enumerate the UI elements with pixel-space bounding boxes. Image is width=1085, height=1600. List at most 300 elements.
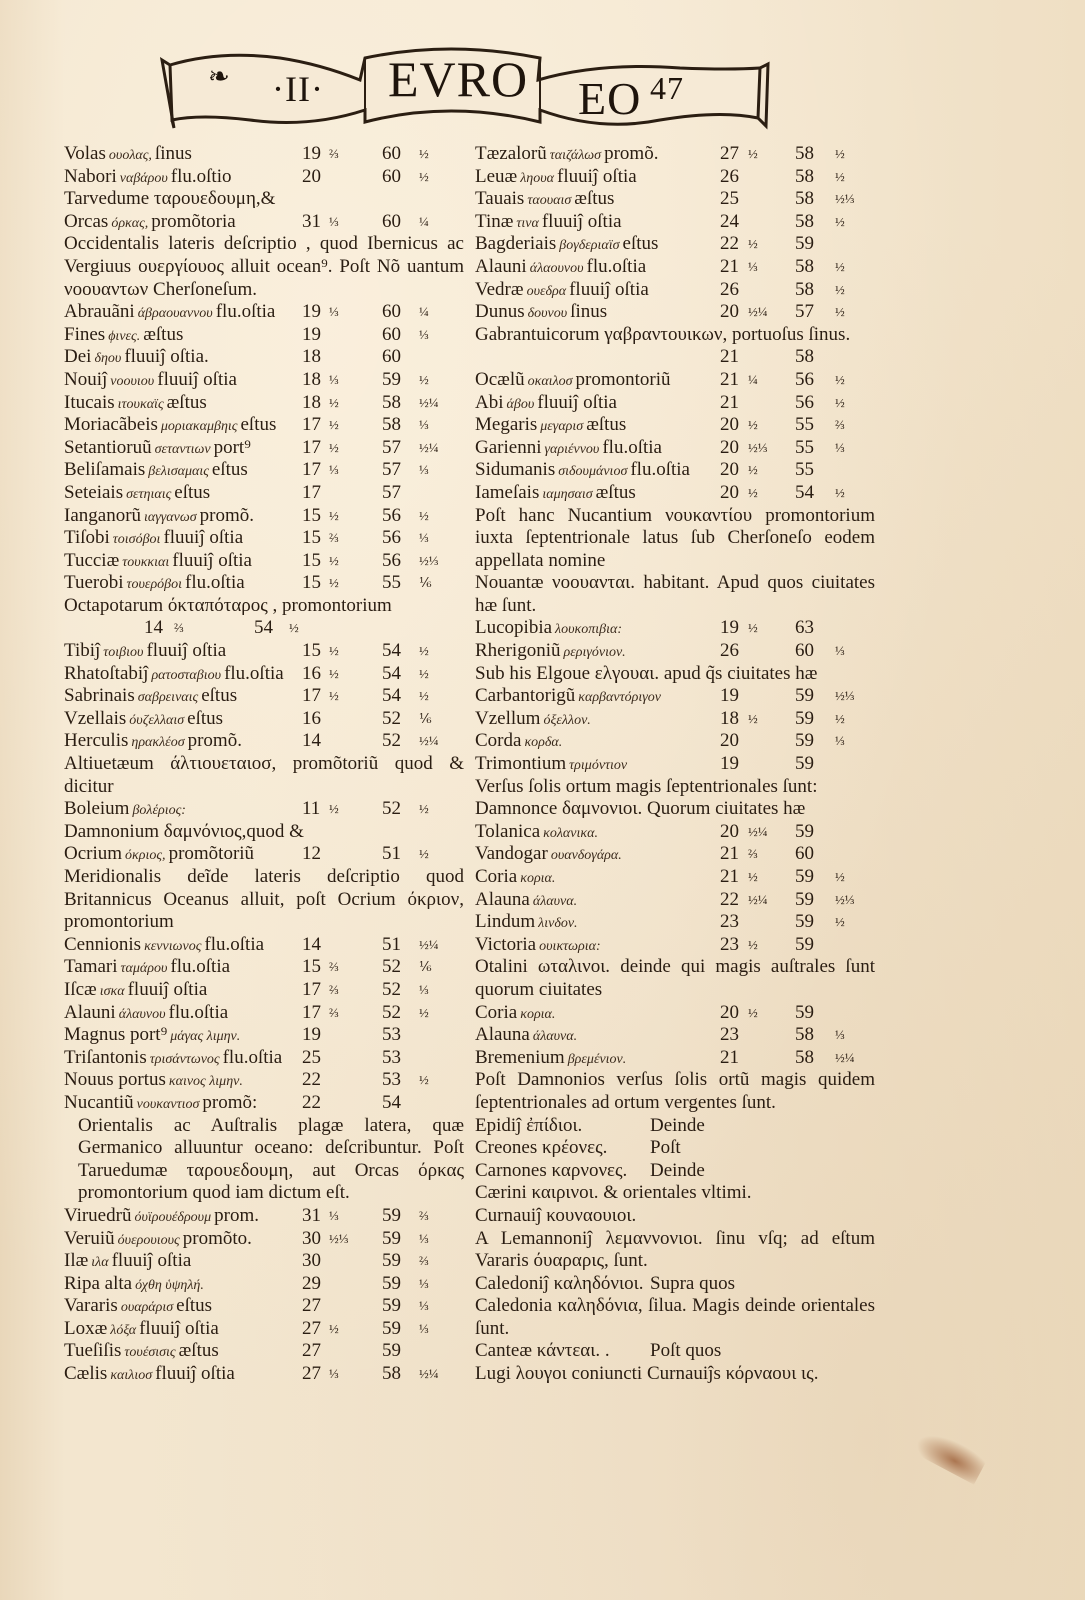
longitude-degrees: 15: [302, 640, 321, 662]
latitude-degrees: 59: [795, 233, 814, 255]
latin-name: Nucantiũ: [64, 1091, 134, 1113]
table-row: [475, 211, 875, 234]
latin-name: Seteiais: [64, 481, 124, 503]
longitude-degrees: 22: [302, 1091, 321, 1113]
greek-name: ταιζάλωσ: [549, 148, 602, 163]
longitude-degrees: 19: [302, 1024, 321, 1046]
place-name: [64, 1069, 246, 1094]
place-type: fluuiĵ oſtia: [157, 368, 237, 390]
latitude-fraction: ½: [419, 665, 429, 681]
place-type: æſtus: [574, 188, 615, 210]
greek-name: ιαγγανωσ: [144, 509, 197, 525]
list-item: [475, 1115, 875, 1138]
latitude-degrees: 53: [382, 1069, 401, 1091]
place-name: [64, 663, 284, 688]
latitude-fraction: ⅓: [419, 1320, 429, 1336]
list-item: [475, 1137, 875, 1160]
latitude-fraction: ½: [419, 146, 429, 161]
greek-name: όρκας,: [111, 215, 149, 231]
table-row: [64, 392, 464, 415]
latin-name: Tueſiſis: [64, 1340, 122, 1362]
greek-name: κορδα.: [524, 735, 563, 751]
paper-stain: [912, 1425, 988, 1484]
greek-name: όκριος,: [125, 848, 166, 864]
table-row: [475, 301, 875, 324]
place-type: prom.: [214, 1204, 259, 1226]
latitude-degrees: 52: [382, 956, 401, 978]
latin-name: Alauni: [475, 255, 527, 277]
longitude-degrees: 15: [302, 956, 321, 978]
table-row: [475, 911, 875, 934]
table-row: [475, 708, 875, 731]
latitude-degrees: 60: [795, 640, 814, 662]
latin-name: Sidumanis: [475, 459, 556, 481]
table-row: [64, 301, 464, 324]
header-title: EVRO: [388, 51, 529, 107]
latin-name: Alauna: [475, 1024, 530, 1046]
latin-name: Moriacãbeis: [64, 414, 158, 436]
longitude-degrees: 21: [720, 866, 739, 887]
table-row: [64, 550, 464, 573]
greek-name: μοριακαμβηις: [160, 419, 238, 435]
description-paragraph: Otalini ωταλινοι. deinde qui magis auſtrales ſunt quorum ciuitates: [475, 956, 875, 1000]
greek-name: άλαουνου: [529, 260, 584, 276]
latitude-fraction: ½¼: [419, 439, 439, 455]
greek-name: γαριέννου: [544, 441, 600, 457]
description-paragraph: Sub his Elgoue ελγουαι. apud q̃s ciuitates hæ: [475, 662, 818, 684]
latin-name: Megaris: [475, 414, 538, 436]
place-name: [475, 708, 594, 733]
latin-name: Tamari: [64, 956, 118, 978]
latin-name: Cælis: [64, 1363, 108, 1385]
place-name: [475, 233, 658, 258]
place-type: fluuiĵ oſtia: [541, 210, 622, 232]
table-row: [64, 527, 464, 550]
greek-name: οκαιλοσ: [527, 373, 573, 389]
greek-name: βελισαμαις: [148, 464, 209, 480]
latitude-degrees: 60: [382, 301, 401, 323]
latitude-fraction: ½: [419, 801, 429, 817]
place-type: fluuiĵ oſtia: [172, 549, 252, 571]
description-paragraph: Lugi λουγοι coniuncti Curnauiĵs κόρναουι ις.: [475, 1363, 819, 1385]
latin-name: Sabrinais: [64, 685, 135, 707]
greek-name: ηρακλέοσ: [131, 735, 185, 751]
longitude-degrees: 14: [302, 730, 321, 752]
table-row: [475, 617, 875, 640]
place-name: [64, 956, 230, 981]
greek-name: τουέσισις: [124, 1345, 176, 1361]
place-type: promõ.: [199, 504, 255, 526]
longitude-fraction: ⅔: [329, 530, 339, 546]
greek-name: κολανικα.: [543, 825, 598, 841]
latitude-degrees: 51: [382, 933, 401, 955]
latin-name: Abi: [475, 391, 504, 413]
latitude-degrees: 59: [795, 933, 814, 955]
latin-name: Victoria: [475, 933, 537, 955]
place-name: [64, 550, 252, 575]
latitude-degrees: 58: [795, 278, 814, 300]
latitude-fraction: ⅓: [419, 462, 429, 478]
latitude-fraction: ½¼: [419, 1366, 439, 1382]
list-item: [475, 1340, 875, 1363]
table-row: [64, 1363, 464, 1386]
place-name: [475, 617, 625, 642]
place-name: [475, 1024, 580, 1049]
longitude-degrees: 21: [720, 1046, 739, 1068]
latin-name: Nabori: [64, 165, 117, 187]
latitude-fraction: ½: [419, 643, 429, 659]
longitude-degrees: 15: [302, 504, 321, 526]
description-paragraph: Gabrantuicorum γαβραντουικων, portuoſus ſinus.: [475, 323, 851, 345]
greek-name: ταμάρου: [120, 961, 168, 977]
longitude-fraction: ½¼: [748, 304, 768, 320]
greek-name: ιαμησαισ: [542, 486, 593, 502]
left-column: [64, 143, 464, 1386]
place-type: ſinus: [570, 301, 608, 323]
place-name: [475, 369, 671, 394]
latitude-fraction: ⅓: [419, 1230, 429, 1246]
place-name: [475, 211, 622, 236]
table-row: [64, 685, 464, 708]
latitude-fraction: ¼: [419, 213, 429, 229]
greek-name: άλαυνου: [118, 1006, 166, 1022]
latitude-fraction: ⅙: [419, 710, 432, 726]
longitude-fraction: ½: [329, 552, 339, 568]
latitude-degrees: 60: [795, 843, 814, 865]
longitude-degrees: 14: [144, 617, 163, 639]
place-name: [64, 437, 251, 462]
longitude-degrees: 20: [720, 481, 739, 503]
latin-name: Ilæ: [64, 1250, 89, 1272]
table-row: [64, 1047, 464, 1070]
place-name: [64, 482, 210, 507]
longitude-degrees: 19: [720, 685, 739, 707]
latitude-degrees: 56: [382, 527, 401, 549]
longitude-fraction: ½: [329, 394, 339, 410]
longitude-fraction: ⅓: [329, 304, 339, 320]
greek-name: σαβρειναις: [137, 690, 199, 706]
longitude-fraction: ⅔: [174, 620, 184, 636]
table-row: [475, 482, 875, 505]
table-row: [475, 346, 875, 369]
table-row: [64, 798, 464, 821]
longitude-degrees: 20: [720, 459, 739, 481]
latitude-fraction: ½: [835, 281, 845, 297]
place-type: flu.oſtio: [170, 165, 232, 187]
latitude-degrees: 59: [795, 1001, 814, 1023]
latin-name: Triſantonis: [64, 1046, 147, 1068]
greek-name: σεταντιων: [154, 441, 211, 457]
greek-name: όξελλον.: [543, 712, 591, 728]
table-row: [64, 1092, 464, 1115]
latitude-degrees: 59: [795, 888, 814, 910]
latitude-degrees: 59: [795, 753, 814, 775]
greek-name: καιλιοσ: [110, 1368, 153, 1384]
latitude-fraction: ⅔: [835, 417, 845, 433]
table-row: [475, 889, 875, 912]
greek-name: ουεδρα: [526, 283, 567, 299]
greek-name: λινδον.: [538, 916, 578, 932]
latitude-degrees: 58: [382, 1363, 401, 1385]
latitude-fraction: ¼: [419, 304, 429, 320]
table-row: [64, 211, 464, 234]
longitude-degrees: 15: [302, 572, 321, 594]
latitude-fraction: ⅔: [419, 1207, 429, 1223]
longitude-degrees: 22: [720, 233, 739, 255]
longitude-degrees: 17: [302, 481, 321, 503]
longitude-fraction: ⅔: [748, 846, 758, 862]
description-paragraph: Damnonce δαμνονιοι. Quorum ciuitates hæ: [475, 798, 806, 820]
place-type: eſtus: [240, 414, 277, 436]
place-name: [64, 1024, 243, 1049]
place-type: flu.oſtia: [204, 933, 265, 955]
longitude-degrees: 20: [720, 1001, 739, 1023]
latin-name: Leuæ: [475, 165, 518, 187]
greek-name: τοισόβοι: [112, 532, 161, 548]
place-name: [64, 1250, 191, 1275]
place-name: [64, 572, 245, 597]
latitude-degrees: 56: [382, 549, 401, 571]
greek-name: άβου: [506, 396, 535, 412]
longitude-degrees: 20: [720, 436, 739, 458]
latitude-degrees: 51: [382, 843, 401, 865]
longitude-fraction: ½¼: [748, 891, 768, 907]
latitude-degrees: 57: [795, 301, 814, 323]
greek-name: νουκαντιοσ: [136, 1096, 200, 1112]
description-paragraph: Cærini καιρινοι. & orientales vltimi.: [475, 1182, 752, 1204]
latin-name: Tæzalorũ: [475, 143, 547, 164]
latitude-fraction: ½: [835, 371, 845, 387]
place-name: [64, 505, 254, 530]
place-name: [64, 1002, 228, 1027]
place-name: [64, 459, 248, 484]
latitude-fraction: ½: [835, 258, 845, 274]
longitude-degrees: 19: [720, 617, 739, 639]
latin-name: Iſcæ: [64, 978, 97, 1000]
place-name: [475, 346, 481, 371]
list-item: [475, 1160, 875, 1183]
latin-name: Lucopibia: [475, 617, 553, 639]
latitude-degrees: 56: [382, 504, 401, 526]
place-type: flu.oſtia: [215, 301, 276, 323]
latin-name: Volas: [64, 143, 106, 164]
greek-name: ουαράρισ: [120, 1300, 174, 1316]
table-row: [64, 1024, 464, 1047]
place-type: eſtus: [201, 685, 238, 707]
latitude-fraction: ⅙: [419, 575, 432, 591]
greek-name: όχθη ὑψηλή.: [135, 1277, 204, 1293]
table-row: [475, 143, 875, 166]
people-name: Caledoniĵ καληδόνιοι.: [475, 1272, 644, 1294]
place-type: promõtoria: [151, 210, 236, 232]
latitude-fraction: ⅓: [835, 439, 845, 455]
longitude-fraction: ½: [748, 710, 758, 726]
latitude-degrees: 55: [795, 436, 814, 458]
table-row: [475, 279, 875, 302]
greek-name: ισκα: [99, 983, 125, 999]
place-type: eſtus: [622, 233, 659, 255]
longitude-degrees: 26: [720, 278, 739, 300]
place-type: flu.oſtia: [170, 956, 231, 978]
table-row: [475, 166, 875, 189]
longitude-fraction: ⅓: [329, 1207, 339, 1223]
latin-name: Beliſamais: [64, 459, 146, 481]
place-name: [64, 143, 192, 168]
table-row: [64, 617, 464, 640]
longitude-fraction: ½: [748, 462, 758, 478]
longitude-fraction: ⅔: [329, 1004, 339, 1020]
longitude-fraction: ½: [748, 236, 758, 252]
latin-name: Alauna: [475, 888, 530, 910]
longitude-degrees: 30: [302, 1227, 321, 1249]
latitude-fraction: ½: [835, 168, 845, 184]
latin-name: Trimontium: [475, 753, 567, 775]
place-type: fluuiĵ oſtia.: [124, 346, 209, 368]
place-name: [64, 369, 237, 394]
latin-name: Cennionis: [64, 933, 142, 955]
table-row: [475, 821, 875, 844]
latitude-degrees: 59: [795, 730, 814, 752]
latitude-degrees: 59: [795, 820, 814, 842]
table-row: [475, 369, 875, 392]
longitude-degrees: 16: [302, 707, 321, 729]
latitude-fraction: ½¼: [419, 936, 439, 952]
place-type: fluuiĵ oſtia: [557, 165, 637, 187]
longitude-fraction: ½: [329, 417, 339, 433]
table-row: [64, 1250, 464, 1273]
place-name: [475, 414, 626, 439]
latitude-fraction: ½: [835, 213, 845, 229]
header-title-end: EO: [578, 73, 642, 124]
latitude-fraction: ⅓: [835, 733, 845, 749]
place-type: ſinus: [154, 143, 192, 164]
place-type: promõtoriũ: [168, 843, 255, 865]
latitude-fraction: ⅓: [419, 417, 429, 433]
greek-name: μάγας λιμην.: [170, 1029, 241, 1045]
latin-name: Corda: [475, 730, 522, 752]
table-row: [64, 572, 464, 595]
place-name: [64, 1228, 252, 1253]
place-name: [475, 392, 617, 417]
description-paragraph: Altiuetæum άλτιουεταιοσ, promõtoriũ quod & dicitur: [64, 753, 464, 797]
place-name: [475, 889, 580, 914]
longitude-degrees: 21: [720, 368, 739, 390]
place-name: [475, 753, 630, 778]
latitude-degrees: 57: [382, 459, 401, 481]
longitude-degrees: 14: [302, 933, 321, 955]
place-name: [64, 414, 276, 439]
table-row: [64, 437, 464, 460]
place-name: [64, 1363, 235, 1388]
table-row: [475, 233, 875, 256]
longitude-fraction: ½: [748, 484, 758, 500]
place-name: [64, 166, 232, 191]
longitude-degrees: 25: [720, 188, 739, 210]
longitude-degrees: 22: [720, 888, 739, 910]
table-row: [64, 459, 464, 482]
place-type: fluuiĵ oſtia: [111, 1250, 192, 1272]
longitude-degrees: 31: [302, 210, 321, 232]
latitude-degrees: 59: [795, 866, 814, 887]
table-row: [64, 1069, 464, 1092]
greek-name: κορια.: [520, 871, 556, 886]
longitude-degrees: 11: [302, 798, 321, 820]
longitude-fraction: ½: [329, 801, 339, 817]
place-type: flu.oſtia: [630, 459, 690, 481]
latitude-degrees: 52: [382, 1001, 401, 1023]
latitude-degrees: 57: [382, 436, 401, 458]
latin-name: Tibiĵ: [64, 640, 101, 662]
latin-name: Nouus portus: [64, 1069, 166, 1091]
place-type: fluuiĵ oſtia: [537, 391, 617, 413]
latitude-degrees: 58: [795, 346, 814, 368]
description-paragraph: Orientalis ac Auſtralis plagæ latera, quæ Germanico alluuntur oceano: deſcribuntur. Poſt Taruedumæ ταρουεδουμη, aut Orcas όρκας promontorium quod iam dictum eſt.: [78, 1114, 464, 1204]
latitude-fraction: ⅓: [419, 326, 429, 342]
place-name: [64, 617, 70, 642]
longitude-degrees: 27: [720, 143, 739, 164]
longitude-degrees: 26: [720, 165, 739, 187]
table-row: [64, 143, 464, 166]
latitude-fraction: ½: [419, 846, 429, 862]
latitude-degrees: 58: [795, 255, 814, 277]
people-name: Carnones καρνονες.: [475, 1159, 628, 1181]
latitude-degrees: 55: [795, 414, 814, 436]
description-paragraph: Tarvedume ταρουεδουμη,&: [64, 188, 276, 210]
place-type: eſtus: [187, 707, 224, 729]
greek-name: τινα: [516, 215, 539, 231]
description-paragraph: Verſus ſolis ortum magis ſeptentrionales ſunt:: [475, 775, 818, 797]
place-type: promontoriũ: [575, 368, 671, 390]
latitude-degrees: 59: [382, 1250, 401, 1272]
longitude-fraction: ¼: [748, 371, 758, 387]
longitude-degrees: 27: [302, 1317, 321, 1339]
place-type: flu.oſtia: [168, 1001, 229, 1023]
table-row: [64, 369, 464, 392]
longitude-degrees: 26: [720, 640, 739, 662]
greek-name: λουκοπιβια:: [555, 622, 623, 638]
latitude-degrees: 59: [382, 1340, 401, 1362]
description-paragraph: A Lemannoniĵ λεμαννονιοι. ſinu vſq; ad eſtum Vararis όυαραρις, ſunt.: [475, 1227, 875, 1272]
latin-name: Garienni: [475, 436, 542, 458]
header-part-number: ·II·: [272, 69, 324, 109]
greek-name: κεννιωνος: [144, 938, 202, 954]
greek-name: σιδουμάνιοσ: [558, 464, 628, 480]
place-name: [475, 437, 662, 462]
place-type: flu.oſtia: [222, 1046, 283, 1068]
place-name: [475, 143, 658, 168]
place-name: [64, 527, 243, 552]
latitude-degrees: 58: [795, 1024, 814, 1046]
place-name: [475, 301, 607, 326]
greek-name: άλαυνα.: [532, 1029, 578, 1045]
place-name: [64, 1047, 282, 1072]
greek-name: ϕινες.: [108, 328, 141, 344]
latin-name: Tolanica: [475, 820, 541, 842]
table-row: [64, 1273, 464, 1296]
latitude-degrees: 59: [382, 368, 401, 390]
longitude-degrees: 12: [302, 843, 321, 865]
place-type: promõ.: [187, 730, 242, 752]
longitude-fraction: ⅔: [329, 146, 339, 161]
table-row: [475, 640, 875, 663]
greek-name: όυερουιους: [117, 1232, 180, 1248]
people-name: Creones κρέονες.: [475, 1137, 608, 1159]
latitude-degrees: 59: [382, 1295, 401, 1317]
latitude-fraction: ⅓: [419, 1298, 429, 1314]
place-name: [475, 685, 664, 710]
greek-name: άβραουαννου: [137, 306, 213, 322]
latitude-fraction: ½: [419, 1072, 429, 1088]
